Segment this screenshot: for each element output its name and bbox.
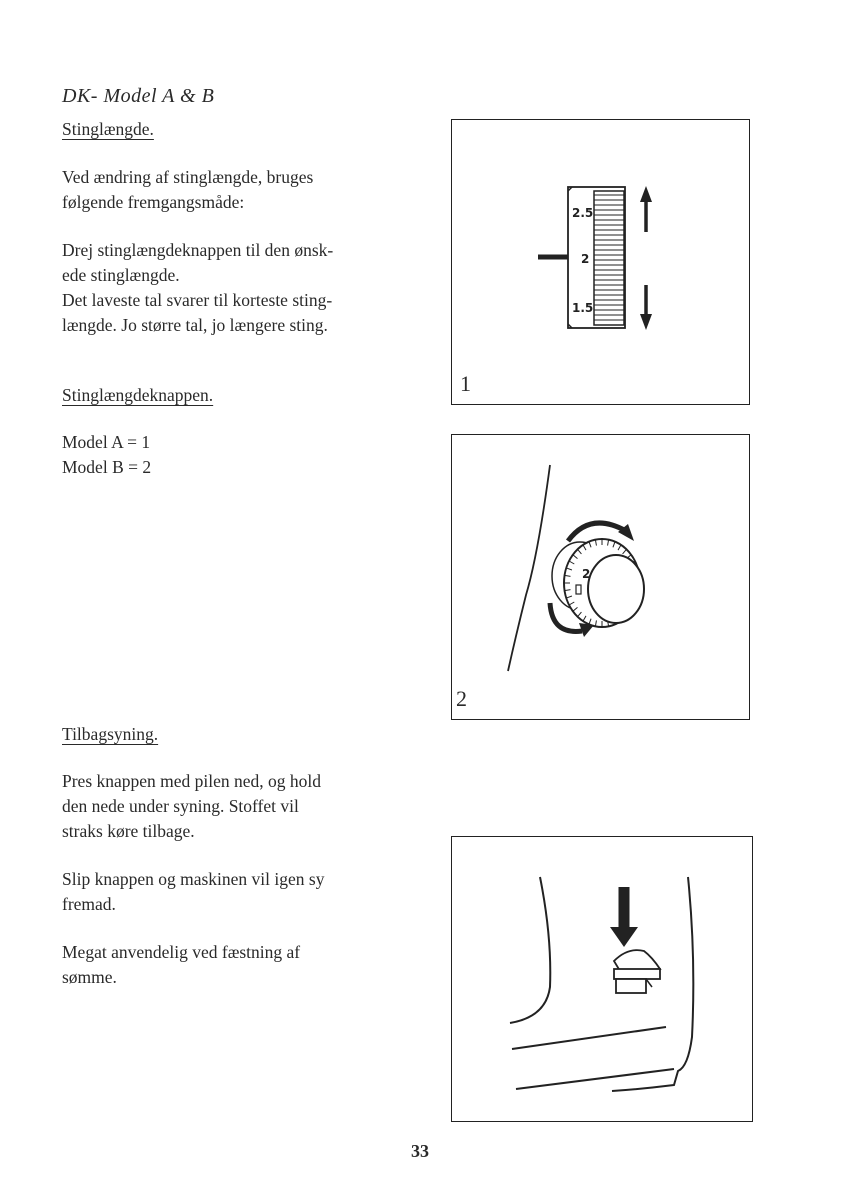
- reverse-button-illustration: [452, 837, 754, 1123]
- machine-body-lines: [510, 877, 693, 1091]
- paragraph-intro: [62, 165, 313, 215]
- stitch-knob-illustration: [452, 435, 751, 721]
- text-line: Slip knappen og maskinen vil igen sy: [62, 869, 325, 889]
- dial-label-high: 2.5: [572, 206, 594, 220]
- figure-1-stitch-dial: [451, 119, 750, 405]
- reverse-button: [614, 950, 660, 993]
- section-title-stitch-length: Stinglængde.: [62, 119, 154, 139]
- paragraph-instructions: [62, 238, 333, 338]
- text-line: Ved ændring af stinglængde, bruges: [62, 167, 314, 187]
- page-number: 33: [411, 1141, 429, 1161]
- stitch-dial-illustration: [452, 120, 751, 406]
- figure-2-stitch-knob: [451, 434, 750, 720]
- text-line: straks køre tilbage.: [62, 821, 195, 841]
- text-line: Det laveste tal svarer til korteste sting-: [62, 290, 333, 310]
- text-line: følgende fremgangsmåde:: [62, 192, 245, 212]
- press-down-arrow-icon: [610, 887, 638, 947]
- model-list: [62, 430, 151, 480]
- text-line: sømme.: [62, 967, 117, 987]
- arrow-up-icon: [640, 186, 652, 232]
- figure-3-reverse-button: [451, 836, 753, 1122]
- text-line: den nede under syning. Stoffet vil: [62, 796, 299, 816]
- dial-label-low: 1.5: [572, 301, 594, 315]
- model-line: Model A = 1: [62, 432, 151, 452]
- text-line: fremad.: [62, 894, 116, 914]
- model-line: Model B = 2: [62, 457, 152, 477]
- dial-label-mid: 2: [581, 252, 590, 266]
- text-line: ede stinglængde.: [62, 265, 180, 285]
- machine-edge-line: [508, 465, 550, 671]
- arrow-down-icon: [640, 285, 652, 330]
- text-line: Drej stinglængdeknappen til den ønsk-: [62, 240, 334, 260]
- paragraph-reverse-usage: [62, 940, 300, 990]
- section-title-reverse: Tilbagsyning.: [62, 724, 159, 744]
- text-line: længde. Jo større tal, jo længere sting.: [62, 315, 328, 335]
- figure-number: 1: [460, 371, 471, 396]
- paragraph-reverse-press: [62, 769, 321, 844]
- text-line: Megat anvendelig ved fæstning af: [62, 942, 301, 962]
- knob-label: 2: [582, 567, 591, 581]
- paragraph-reverse-release: [62, 867, 324, 917]
- text-line: Pres knappen med pilen ned, og hold: [62, 771, 322, 791]
- section-title-stitch-knob: Stinglængdeknappen.: [62, 385, 214, 405]
- figure-number: 2: [456, 686, 467, 711]
- knob-face: [588, 555, 644, 623]
- page-heading: DK- Model A & B: [62, 85, 215, 107]
